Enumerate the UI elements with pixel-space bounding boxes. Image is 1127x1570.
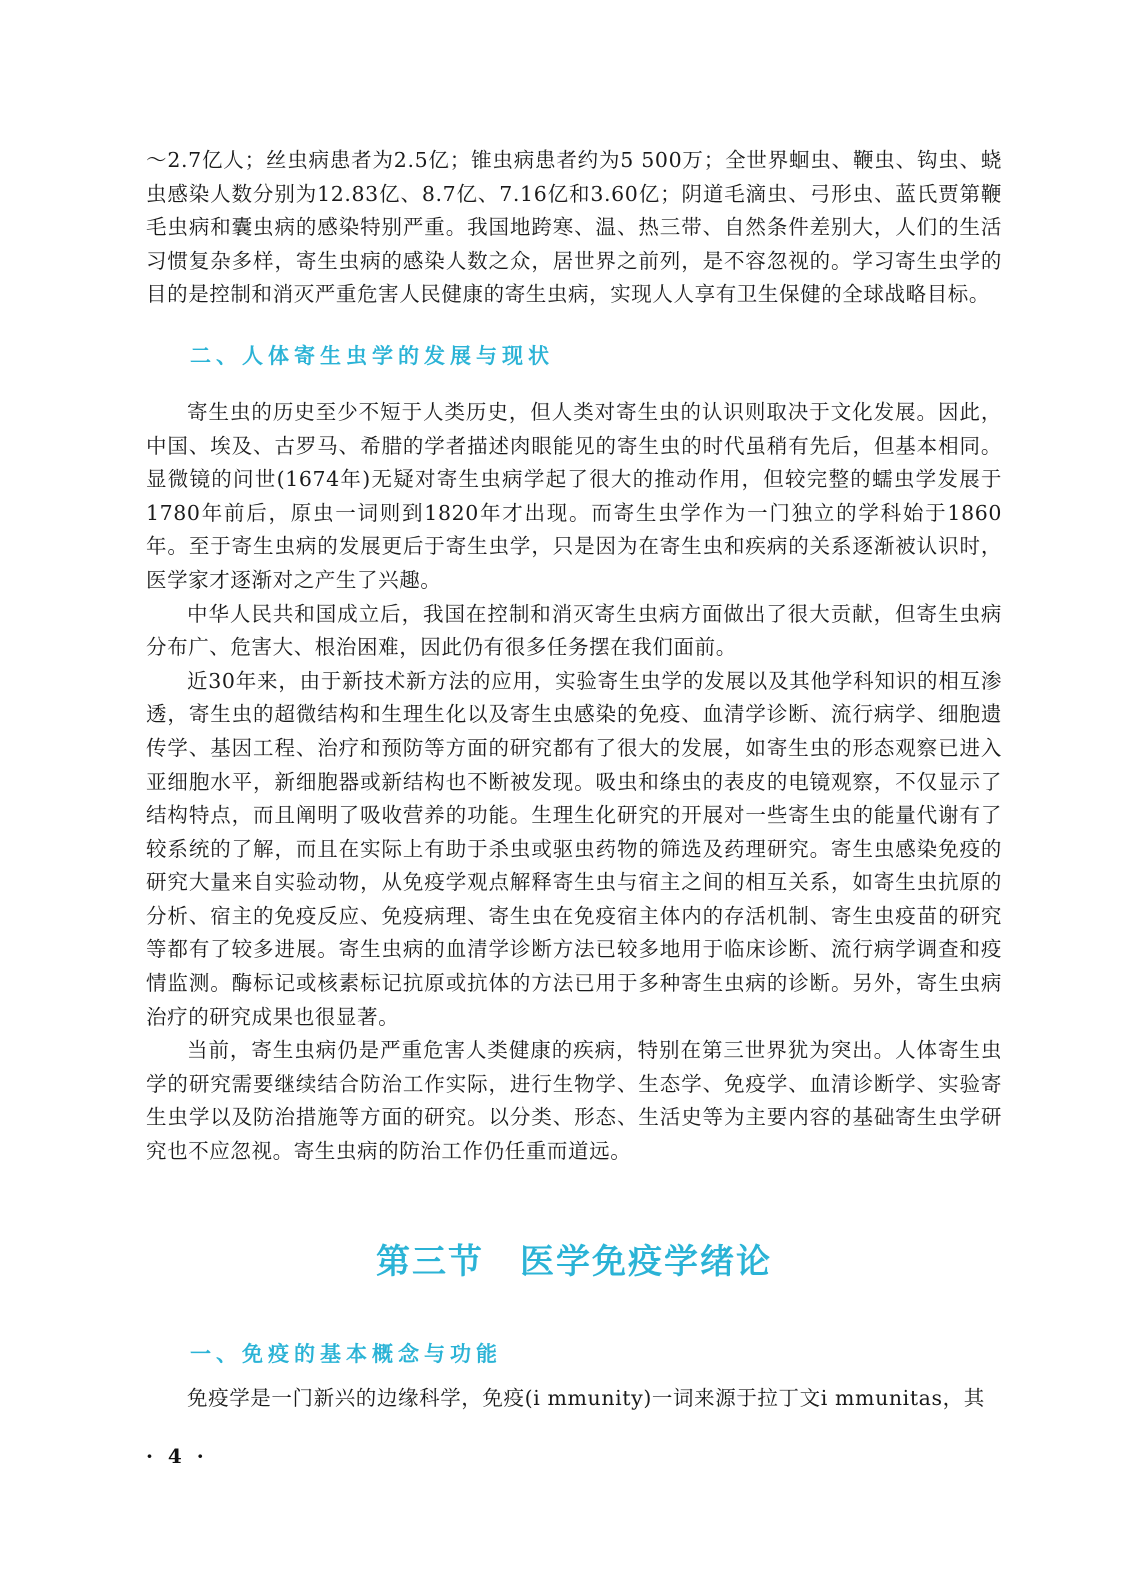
page-number: · 4 · [146, 1444, 208, 1468]
body-paragraph-truncated: 免疫学是一门新兴的边缘科学，免疫(i mmunity)一词来源于拉丁文i mmunitas，其 [187, 1386, 985, 1410]
page-body [146, 144, 1002, 1410]
section-heading-development: 二、人体寄生虫学的发展与现状 [190, 343, 554, 368]
chapter-title: 第三节 医学免疫学绪论 [376, 1242, 772, 1282]
body-paragraph: 近30年来，由于新技术新方法的应用，实验寄生虫学的发展以及其他学科知识的相互渗透，寄生虫的超微结构和生理生化以及寄生虫感染的免疫、血清学诊断、流行病学、细胞遗传学、基因工程、治疗和预防等方面的研究都有了很大的发展，如寄生虫的形态观察已进入亚细胞水平，新细胞器或新结构也不断被发现。吸虫和绦虫的表皮的电镜观察，不仅显示了结构特点，而且阐明了吸收营养的功能。生理生化研究的开展对一些寄生虫的能量代谢有了较系统的了解，而且在实际上有助于杀虫或驱虫药物的筛选及药理研究。寄生虫感染免疫的研究大量来自实验动物，从免疫学观点解释寄生虫与宿主之间的相互关系，如寄生虫抗原的分析、宿主的免疫反应、免疫病理、寄生虫在免疫宿主体内的存活机制、寄生虫疫苗的研究等都有了较多进展。寄生虫病的血清学诊断方法已较多地用于临床诊断、流行病学调查和疫情监测。酶标记或核素标记抗原或抗体的方法已用于多种寄生虫病的诊断。另外，寄生虫病治疗的研究成果也很显著。 [146, 668, 1002, 1029]
body-paragraph: 中华人民共和国成立后，我国在控制和消灭寄生虫病方面做出了很大贡献，但寄生虫病分布广、危害大、根治困难，因此仍有很多任务摆在我们面前。 [146, 601, 1002, 660]
body-paragraph-continued: ～2.7亿人；丝虫病患者为2.5亿；锥虫病患者约为5 500万；全世界蛔虫、鞭虫、钩虫、蛲虫感染人数分别为12.83亿、8.7亿、7.16亿和3.60亿；阴道毛滴虫、弓形虫、蓝氏贾第鞭毛虫病和囊虫病的感染特别严重。我国地跨寒、温、热三带、自然条件差别大，人们的生活习惯复杂多样，寄生虫病的感染人数之众，居世界之前列，是不容忽视的。学习寄生虫学的目的是控制和消灭严重危害人民健康的寄生虫病，实现人人享有卫生保健的全球战略目标。 [146, 148, 1002, 307]
section-heading-immunity-concept: 一、免疫的基本概念与功能 [190, 1342, 502, 1366]
body-paragraph: 寄生虫的历史至少不短于人类历史，但人类对寄生虫的认识则取决于文化发展。因此，中国、埃及、古罗马、希腊的学者描述肉眼能见的寄生虫的时代虽稍有先后，但基本相同。显微镜的问世(1674年)无疑对寄生虫病学起了很大的推动作用，但较完整的蠕虫学发展于1780年前后，原虫一词则到1820年才出现。而寄生虫学作为一门独立的学科始于1860年。至于寄生虫病的发展更后于寄生虫学，只是因为在寄生虫和疾病的关系逐渐被认识时，医学家才逐渐对之产生了兴趣。 [146, 399, 1002, 592]
body-paragraph: 当前，寄生虫病仍是严重危害人类健康的疾病，特别在第三世界犹为突出。人体寄生虫学的研究需要继续结合防治工作实际，进行生物学、生态学、免疫学、血清诊断学、实验寄生虫学以及防治措施等方面的研究。以分类、形态、生活史等为主要内容的基础寄生虫学研究也不应忽视。寄生虫病的防治工作仍任重而道远。 [146, 1038, 1002, 1164]
